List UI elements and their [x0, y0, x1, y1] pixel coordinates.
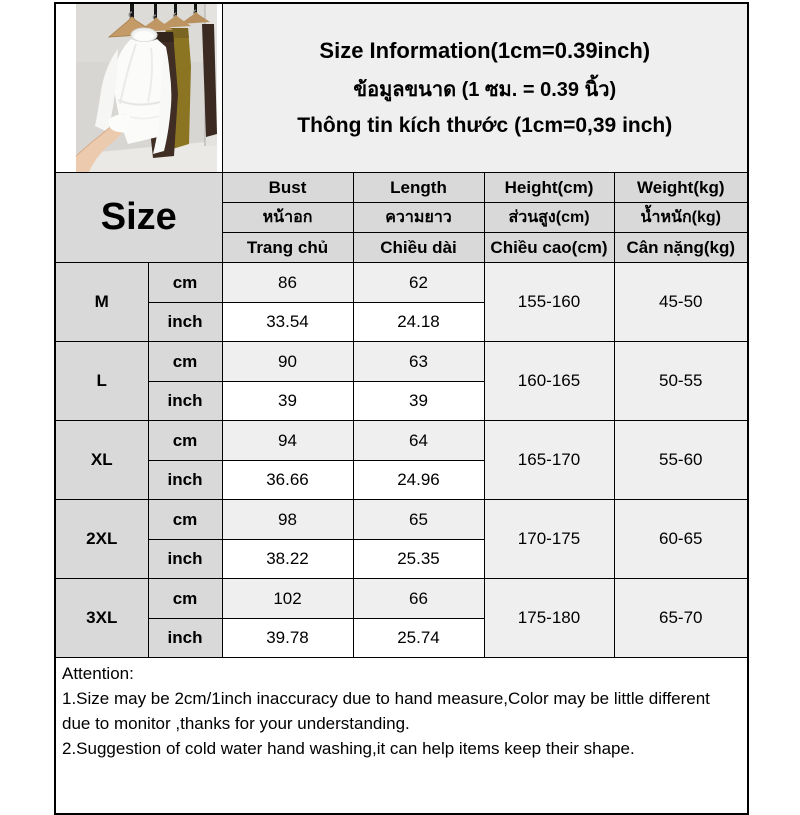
row-3xl-cm [55, 579, 748, 619]
product-photo-cell [55, 3, 222, 173]
length-cm-value: 65 [353, 500, 484, 540]
row-l-cm [55, 342, 748, 382]
bust-cm-value: 94 [222, 421, 353, 461]
length-inch-value: 25.35 [353, 540, 484, 579]
size-information-title [222, 3, 748, 173]
unit-cm-cell: cm [148, 500, 222, 540]
height-range-value: 155-160 [484, 263, 614, 342]
weight-range-value: 45-50 [614, 263, 748, 342]
length-cm-value: 62 [353, 263, 484, 303]
unit-cm-cell: cm [148, 421, 222, 461]
height-range-value: 160-165 [484, 342, 614, 421]
size-name-cell: 2XL [55, 500, 148, 579]
title-vietnamese: Thông tin kích thước (1cm=0,39 inch) [297, 114, 673, 137]
header-weight-thai: น้ำหนัก(kg) [614, 203, 748, 233]
bust-inch-value: 36.66 [222, 461, 353, 500]
header-weight: Weight(kg) [614, 173, 748, 203]
header-height-vn: Chiều cao(cm) [484, 233, 614, 263]
product-photo [56, 4, 221, 172]
weight-range-value: 50-55 [614, 342, 748, 421]
bust-inch-value: 33.54 [222, 303, 353, 342]
header-length-thai: ความยาว [353, 203, 484, 233]
title-thai: ข้อมูลขนาด (1 ซม. = 0.39 นิ้ว) [353, 79, 617, 101]
row-2xl-cm [55, 500, 748, 540]
unit-inch-cell: inch [148, 619, 222, 658]
size-name-cell: 3XL [55, 579, 148, 658]
size-name-cell: L [55, 342, 148, 421]
bust-cm-value: 98 [222, 500, 353, 540]
weight-range-value: 60-65 [614, 500, 748, 579]
length-cm-value: 64 [353, 421, 484, 461]
header-bust: Bust [222, 173, 353, 203]
height-range-value: 175-180 [484, 579, 614, 658]
bust-inch-value: 39.78 [222, 619, 353, 658]
header-bust-thai: หน้าอก [222, 203, 353, 233]
header-height: Height(cm) [484, 173, 614, 203]
bust-inch-value: 38.22 [222, 540, 353, 579]
length-inch-value: 25.74 [353, 619, 484, 658]
unit-inch-cell: inch [148, 540, 222, 579]
title-english: Size Information(1cm=0.39inch) [319, 38, 651, 63]
unit-inch-cell: inch [148, 303, 222, 342]
unit-cm-cell: cm [148, 342, 222, 382]
row-xl-cm [55, 421, 748, 461]
attention-note-2: 2.Suggestion of cold water hand washing,it can help items keep their shape. [62, 739, 635, 758]
length-inch-value: 24.18 [353, 303, 484, 342]
length-inch-value: 24.96 [353, 461, 484, 500]
height-range-value: 170-175 [484, 500, 614, 579]
header-bust-vn: Trang chủ [222, 233, 353, 263]
bust-cm-value: 102 [222, 579, 353, 619]
weight-range-value: 65-70 [614, 579, 748, 658]
header-length: Length [353, 173, 484, 203]
size-name-cell: M [55, 263, 148, 342]
row-m-cm [55, 263, 748, 303]
size-table [54, 2, 749, 815]
attention-section [55, 658, 748, 815]
header-length-vn: Chiều dài [353, 233, 484, 263]
unit-cm-cell: cm [148, 263, 222, 303]
size-label-cell: Size [55, 173, 222, 263]
bust-cm-value: 90 [222, 342, 353, 382]
attention-cell [55, 658, 748, 815]
unit-inch-cell: inch [148, 461, 222, 500]
length-cm-value: 66 [353, 579, 484, 619]
bust-cm-value: 86 [222, 263, 353, 303]
header-height-thai: ส่วนสูง(cm) [484, 203, 614, 233]
top-section [55, 3, 748, 173]
attention-title: Attention: [62, 664, 134, 683]
weight-range-value: 55-60 [614, 421, 748, 500]
length-cm-value: 63 [353, 342, 484, 382]
unit-cm-cell: cm [148, 579, 222, 619]
bust-inch-value: 39 [222, 382, 353, 421]
length-inch-value: 39 [353, 382, 484, 421]
attention-note-1: 1.Size may be 2cm/1inch inaccuracy due to hand measure,Color may be little different due to monitor ,thanks for your understanding. [62, 689, 710, 733]
height-range-value: 165-170 [484, 421, 614, 500]
unit-inch-cell: inch [148, 382, 222, 421]
size-name-cell: XL [55, 421, 148, 500]
header-weight-vn: Cân nặng(kg) [614, 233, 748, 263]
header-row-english [55, 173, 748, 203]
